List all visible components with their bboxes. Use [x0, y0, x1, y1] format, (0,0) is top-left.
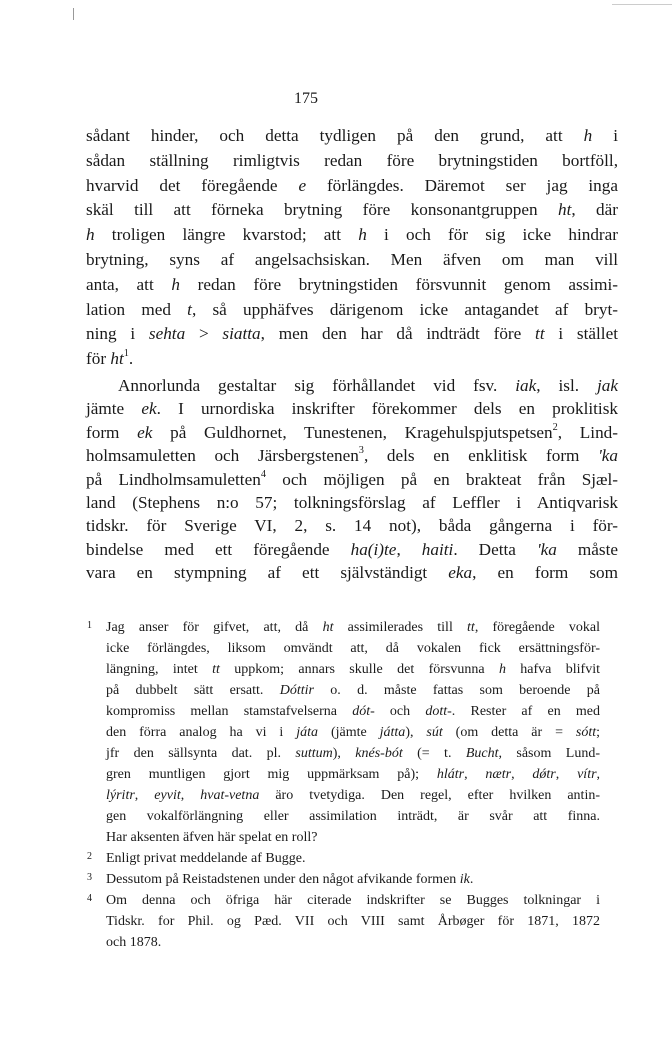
text-segment: ning i	[86, 324, 149, 344]
italic-term: ek	[141, 399, 157, 419]
text-segment: gren muntligen gjort mig uppmärksam på);	[106, 767, 437, 782]
italic-term: dott-	[425, 704, 452, 719]
italic-term: sút	[426, 725, 443, 740]
text-line	[106, 768, 600, 782]
text-line	[106, 684, 600, 698]
italic-term: tt	[467, 620, 475, 635]
text-line	[106, 705, 600, 719]
text-segment: kompromiss mellan stamstafvelserna	[106, 704, 353, 719]
text-segment: sådant hinder, och detta tydligen på den grund, att	[86, 126, 584, 145]
text-line	[106, 852, 600, 866]
text-line	[118, 377, 618, 394]
text-line	[86, 177, 618, 194]
text-segment: land (Stephens n:o 57; tolkningsförslag af Leffler i Antiqvarisk	[86, 493, 618, 512]
italic-term: h	[171, 274, 180, 294]
text-segment: Tidskr. for Phil. og Pæd. VII och VIII samt Årbøger för 1871, 1872	[106, 914, 600, 929]
footnote-marker: 4	[87, 893, 92, 904]
italic-term: suttum	[295, 746, 333, 761]
italic-term: tt	[212, 662, 220, 677]
text-segment: skäl till att förneka brytning före konsonantgruppen	[86, 200, 558, 220]
text-segment: Har aksenten äfven här spelat en roll?	[106, 830, 318, 845]
text-line	[86, 127, 618, 144]
italic-term: h	[358, 225, 367, 245]
footnote-reference: 4	[260, 468, 266, 480]
text-segment: , isl.	[536, 376, 597, 395]
text-segment: och	[374, 704, 426, 719]
text-segment: , dels en enklitisk form	[363, 446, 599, 466]
text-segment: jämte	[86, 399, 142, 419]
text-segment: ,	[134, 788, 155, 803]
text-segment: vara en stympning af ett självständigt	[86, 563, 449, 583]
italic-term: ik	[459, 872, 470, 887]
text-segment: ),	[405, 725, 427, 740]
text-segment: , såsom Lund-	[498, 746, 600, 761]
text-segment: på dubbelt sätt ersatt.	[106, 683, 280, 698]
footnote-reference: 2	[552, 421, 558, 433]
text-segment: ,	[464, 767, 486, 782]
text-line	[106, 936, 600, 950]
italic-term: tt	[535, 324, 545, 344]
text-segment: den förra analog ha vi i	[106, 725, 297, 740]
text-segment: .	[128, 349, 134, 369]
text-segment: ,	[511, 767, 533, 782]
text-segment: måste	[556, 539, 619, 559]
text-segment: jfr den sällsynta dat. pl.	[106, 746, 296, 761]
footnote-marker: 3	[87, 872, 92, 883]
text-line	[106, 810, 600, 824]
text-segment: i och för sig icke hindrar	[366, 225, 618, 245]
text-segment: äro tvetydiga. Den regel, efter hvilken antin-	[259, 788, 600, 803]
text-segment: o. d. måste fattas som beroende på	[313, 683, 601, 698]
text-segment: >	[185, 324, 223, 344]
italic-term: e	[298, 175, 307, 195]
text-segment: gen vokalförlängning eller assimilation inträdt, är svår att finna.	[106, 809, 600, 824]
text-segment: redan före brytningstiden försvunnit genom assimi-	[179, 274, 618, 294]
text-segment: på Lindholmsamuletten	[86, 469, 261, 489]
text-segment: form	[86, 422, 138, 442]
text-line	[86, 325, 618, 342]
text-line	[86, 226, 618, 243]
footnote-marker: 2	[87, 851, 92, 862]
footnote-reference: 1	[123, 348, 129, 360]
text-line	[106, 663, 600, 677]
italic-term: h	[583, 126, 593, 145]
italic-term: hlátr	[436, 767, 465, 782]
text-line	[106, 873, 600, 887]
page-number-text: 175	[294, 90, 318, 107]
text-line	[86, 447, 618, 464]
text-segment: ,	[596, 767, 601, 782]
text-line	[106, 915, 600, 929]
text-line	[86, 201, 618, 218]
italic-term: ht	[558, 200, 572, 220]
text-line	[86, 421, 618, 442]
italic-term: knés-bót	[355, 746, 403, 761]
italic-term: dót-	[352, 704, 375, 719]
italic-term: ek	[137, 422, 153, 442]
italic-term: játa	[296, 725, 319, 740]
text-segment: och 1878.	[106, 935, 162, 950]
italic-term: sehta	[148, 324, 186, 344]
text-segment: ,	[555, 767, 578, 782]
page-number	[0, 90, 620, 108]
text-line	[86, 400, 618, 417]
text-segment: för	[86, 349, 111, 369]
text-segment: i	[592, 126, 618, 145]
text-segment: Dessutom på Reistadstenen under den något afvikande formen	[106, 872, 460, 887]
text-segment: tidskr. för Sverige VI, 2, s. 14 not), båda gångerna i för-	[86, 516, 618, 536]
italic-term: vítr	[577, 767, 597, 782]
italic-term: dǿtr	[532, 767, 556, 782]
text-segment: , där	[571, 200, 618, 220]
italic-term: nætr	[485, 767, 512, 782]
scan-artifact-line	[612, 4, 672, 5]
text-line	[86, 494, 618, 511]
text-segment: Enligt privat meddelande af Bugge.	[106, 851, 306, 866]
text-line	[86, 276, 618, 293]
text-segment: , föregående vokal	[474, 620, 601, 635]
scan-artifact-mark	[73, 8, 74, 20]
footnote-marker: 1	[87, 620, 92, 631]
italic-term: hvat-vetna	[200, 788, 260, 803]
text-segment: ),	[332, 746, 356, 761]
italic-term: 'ka	[598, 446, 618, 466]
italic-term: h	[86, 225, 95, 245]
text-segment: icke förlängdes, liksom omvändt att, då vokalen fick ersättningsför-	[106, 641, 600, 656]
italic-term: siatta	[222, 324, 261, 344]
text-line	[86, 564, 618, 581]
text-line	[106, 747, 600, 761]
italic-term: ht	[110, 349, 124, 369]
text-segment: och möjligen på en brakteat från Sjæl-	[265, 469, 618, 489]
text-segment: anta, att	[86, 274, 172, 294]
italic-term: eyvit	[154, 788, 181, 803]
italic-term: Dóttir	[279, 683, 314, 698]
text-segment: Om denna och öfriga här citerade indskrifter se Bugges tolkningar i	[106, 893, 600, 908]
text-segment: Annorlunda gestaltar sig förhållandet vid fsv.	[118, 376, 516, 395]
text-segment: bindelse med ett föregående	[86, 539, 351, 559]
text-line	[106, 621, 600, 635]
text-segment: i stället	[544, 324, 618, 344]
text-segment: på Guldhornet, Tunestenen, Kragehulspjutspetsen	[152, 422, 553, 442]
text-segment: assimilerades till	[333, 620, 468, 635]
text-segment: brytning, syns af angelsachsiskan. Men äfven om man vill	[86, 250, 618, 269]
text-segment: (jämte	[318, 725, 380, 740]
italic-term: haiti	[421, 539, 454, 559]
text-segment: (= t.	[402, 746, 466, 761]
text-line	[86, 517, 618, 534]
text-line	[106, 789, 600, 803]
italic-term: Bucht	[465, 746, 499, 761]
italic-term: sótt	[575, 725, 597, 740]
italic-term: jak	[597, 376, 618, 395]
text-segment: ;	[596, 725, 601, 740]
text-segment: (om detta är =	[442, 725, 576, 740]
text-segment: ,	[180, 788, 201, 803]
text-segment: , men den har då indträdt före	[260, 324, 536, 344]
text-segment: längning, intet	[106, 662, 213, 677]
italic-term: ha(i)te	[350, 539, 397, 559]
italic-term: játta	[379, 725, 406, 740]
text-segment: . I urnordiska inskrifter förekommer dels en proklitisk	[156, 399, 618, 419]
text-line	[86, 251, 618, 268]
text-segment: troligen längre kvarstod; att	[94, 225, 359, 245]
italic-term: ht	[322, 620, 334, 635]
text-line	[106, 831, 600, 845]
text-line	[86, 152, 618, 169]
text-line	[86, 350, 618, 367]
italic-term: lýritr	[106, 788, 135, 803]
text-segment: , så upphäfves därigenom icke antagandet af bryt-	[191, 299, 618, 319]
italic-term: t	[187, 299, 192, 319]
text-segment: ,	[396, 539, 422, 559]
text-segment: . Rester af en med	[451, 704, 600, 719]
text-segment: uppkom; annars skulle det försvunna	[219, 662, 499, 677]
text-segment: .	[469, 872, 474, 887]
text-line	[106, 894, 600, 908]
text-segment: Jag anser för gifvet, att, då	[106, 620, 323, 635]
italic-term: h	[498, 662, 506, 677]
text-line	[86, 468, 618, 489]
italic-term: eka	[448, 563, 473, 583]
text-segment: , Lind-	[557, 422, 618, 442]
text-segment: holmsamuletten och Järsbergstenen	[86, 446, 359, 466]
text-line	[86, 301, 618, 318]
text-segment: hvarvid det föregående	[86, 175, 299, 195]
text-segment: förlängdes. Däremot ser jag inga	[306, 175, 618, 195]
footnote-reference: 3	[358, 445, 364, 457]
text-segment: . Detta	[453, 539, 537, 559]
text-segment: hafva blifvit	[505, 662, 600, 677]
italic-term: 'ka	[536, 539, 557, 559]
text-line	[86, 541, 618, 558]
italic-term: iak	[515, 376, 537, 395]
text-line	[106, 642, 600, 656]
text-segment: , en form som	[472, 563, 618, 583]
text-segment: sådan ställning rimligtvis redan före brytningstiden bortföll,	[86, 150, 618, 170]
text-line	[106, 726, 600, 740]
text-segment: lation med	[86, 299, 188, 319]
